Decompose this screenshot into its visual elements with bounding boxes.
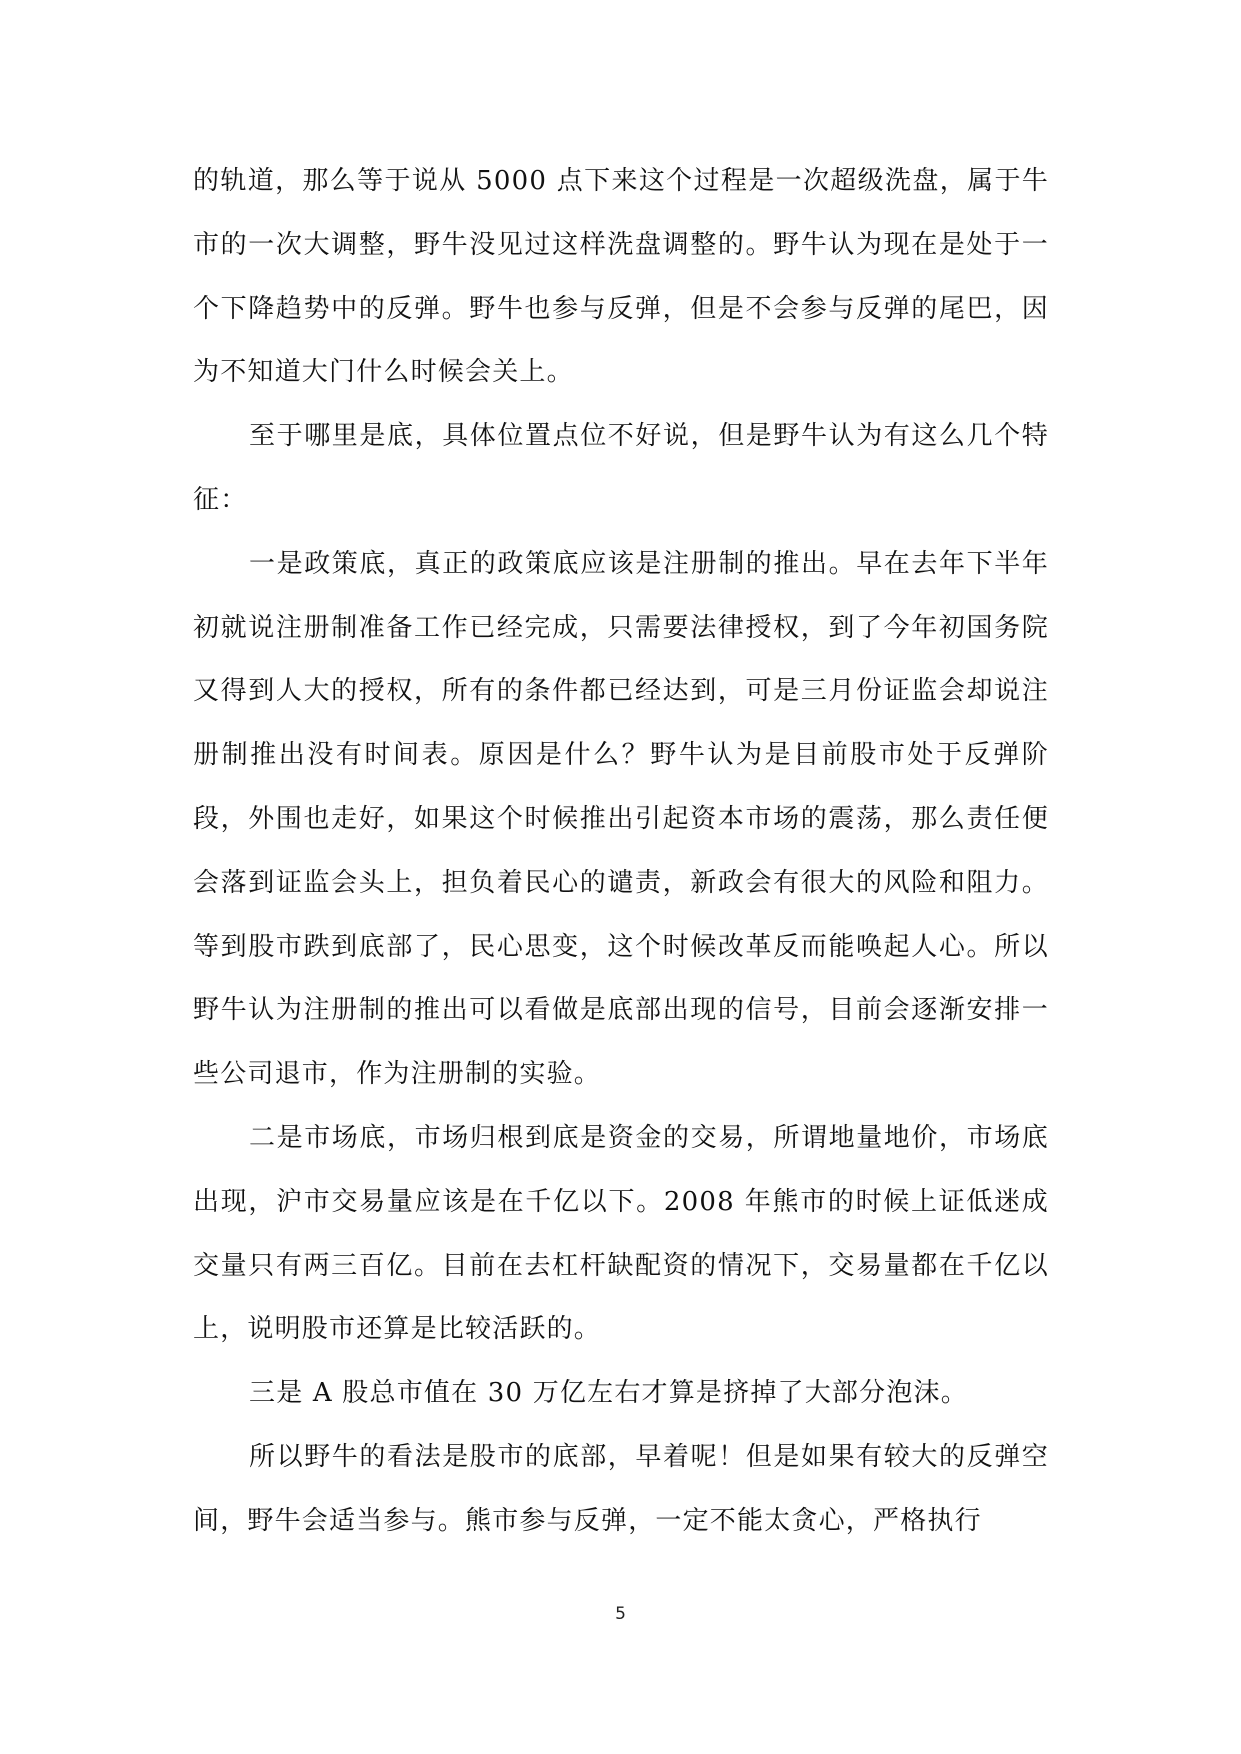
paragraph-1: 的轨道，那么等于说从 5000 点下来这个过程是一次超级洗盘，属于牛市的一次大调整，野牛没见过这样洗盘调整的。野牛认为现在是处于一个下降趋势中的反弹。野牛也参与反弹，但是不会参与反弹的尾巴，因为不知道大门什么时候会关上。 — [193, 166, 1049, 388]
paragraph-5: 三是 A 股总市值在 30 万亿左右才算是挤掉了大部分泡沫。 — [249, 1378, 968, 1409]
document-body — [193, 150, 1049, 1554]
paragraph-4: 二是市场底，市场归根到底是资金的交易，所谓地量地价，市场底出现，沪市交易量应该是在千亿以下。2008 年熊市的时候上证低迷成交量只有两三百亿。目前在去杠杆缺配资的情况下，交易量都在千亿以上，说明股市还算是比较活跃的。 — [193, 1122, 1049, 1345]
paragraph-2: 至于哪里是底，具体位置点位不好说，但是野牛认为有这么几个特征： — [193, 421, 1049, 515]
paragraph-6: 所以野牛的看法是股市的底部，早着呢！但是如果有较大的反弹空间，野牛会适当参与。熊市参与反弹，一定不能太贪心，严格执行 — [193, 1441, 1049, 1536]
page-number: 5 — [615, 1604, 626, 1624]
paragraph-3: 一是政策底，真正的政策底应该是注册制的推出。早在去年下半年初就说注册制准备工作已经完成，只需要法律授权，到了今年初国务院又得到人大的授权，所有的条件都已经达到，可是三月份证监会却说注册制推出没有时间表。原因是什么？野牛认为是目前股市处于反弹阶段，外围也走好，如果这个时候推出引起资本市场的震荡，那么责任便会落到证监会头上，担负着民心的谴责，新政会有很大的风险和阻力。等到股市跌到底部了，民心思变，这个时候改革反而能唤起人心。所以野牛认为注册制的推出可以看做是底部出现的信号，目前会逐渐安排一些公司退市，作为注册制的实验。 — [193, 548, 1049, 1090]
